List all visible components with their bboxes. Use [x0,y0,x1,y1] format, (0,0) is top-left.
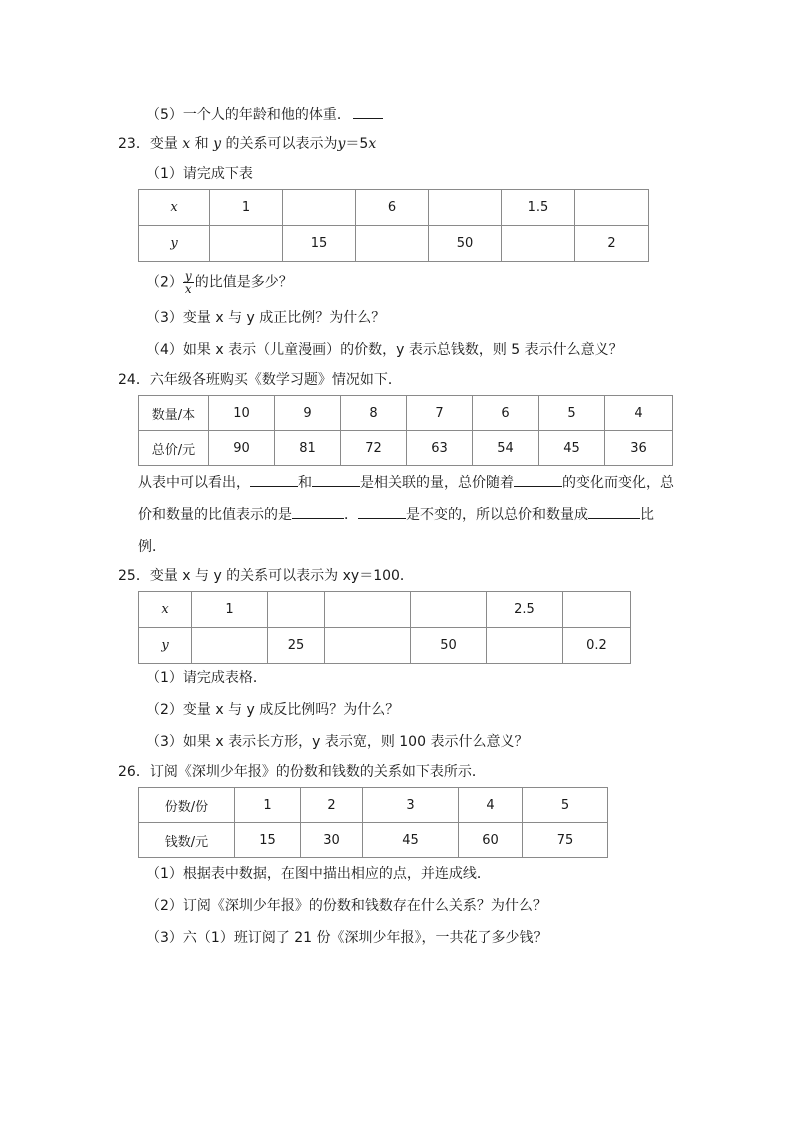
q24-fill-paragraph: 从表中可以看出， 和 是相关联的量，总价随着 的变化而变化，总价和数量的比值表示的是 ． 是不变的，所以总价和数量成 比例． [138,467,678,563]
q24-row-total: 总价/元 90 81 72 63 54 45 36 [139,431,673,466]
answer-blank[interactable] [292,504,344,519]
q25-sub1: （1）请完成表格． [146,670,267,686]
q24-row-quantity: 数量/本 10 9 8 7 6 5 4 [139,396,673,431]
q23-table [138,189,649,262]
answer-cell[interactable] [563,592,631,628]
answer-blank[interactable] [588,504,640,519]
q23-sub4: （4）如果 x 表示（儿童漫画）的价数，y 表示总钱数，则 5 表示什么意义？ [146,342,623,358]
q25-sub2: （2）变量 x 与 y 成反比例吗？为什么？ [146,702,400,718]
q24-table [138,395,673,466]
q26-stem: 26．订阅《深圳少年报》的份数和钱数的关系如下表所示． [118,764,486,780]
q22-item5 [146,104,383,125]
q25-row-x: x 1 2.5 [139,592,631,628]
q26-sub1: （1）根据表中数据，在图中描出相应的点，并连成线． [146,866,491,882]
answer-cell[interactable] [429,190,502,226]
answer-blank[interactable] [514,472,562,487]
answer-cell[interactable] [325,592,411,628]
answer-cell[interactable] [325,628,411,664]
answer-cell[interactable] [192,628,268,664]
answer-cell[interactable] [268,592,325,628]
q26-sub3: （3）六（1）班订阅了 21 份《深圳少年报》，一共花了多少钱？ [146,930,548,946]
q25-table [138,591,631,664]
q26-sub2: （2）订阅《深圳少年报》的份数和钱数存在什么关系？为什么？ [146,898,547,914]
q23-sub3: （3）变量 x 与 y 成正比例？为什么？ [146,310,386,326]
answer-cell[interactable] [487,628,563,664]
q23-row-y: y 15 50 2 [139,226,649,262]
q23-sub1: （1）请完成下表 [146,166,253,182]
q25-row-y: y 25 50 0.2 [139,628,631,664]
q26-row-money: 钱数/元 15 30 45 60 75 [139,823,608,858]
q23-row-x: x 1 6 1.5 [139,190,649,226]
answer-cell[interactable] [502,226,575,262]
answer-blank[interactable] [358,504,406,519]
q23-sub2: （2） $\frac{y}{x}$ 的比值是多少？ [146,269,293,296]
q26-table [138,787,608,858]
q23-stem: 23．变量 x 和 y 的关系可以表示为y＝5x [118,136,377,152]
answer-blank[interactable] [353,104,383,119]
answer-blank[interactable] [312,472,360,487]
q22-item5-text: （5）一个人的年龄和他的体重． [146,107,351,123]
answer-blank[interactable] [250,472,298,487]
answer-cell[interactable] [283,190,356,226]
q25-sub3: （3）如果 x 表示长方形，y 表示宽，则 100 表示什么意义？ [146,734,529,750]
answer-cell[interactable] [411,592,487,628]
answer-cell[interactable] [575,190,649,226]
q26-row-copies: 份数/份 1 2 3 4 5 [139,788,608,823]
answer-cell[interactable] [356,226,429,262]
q25-stem: 25．变量 x 与 y 的关系可以表示为 xy＝100． [118,568,414,584]
q24-stem: 24．六年级各班购买《数学习题》情况如下． [118,372,402,388]
answer-cell[interactable] [210,226,283,262]
fraction-y-over-x: $\frac{y}{x}$ [184,269,192,296]
